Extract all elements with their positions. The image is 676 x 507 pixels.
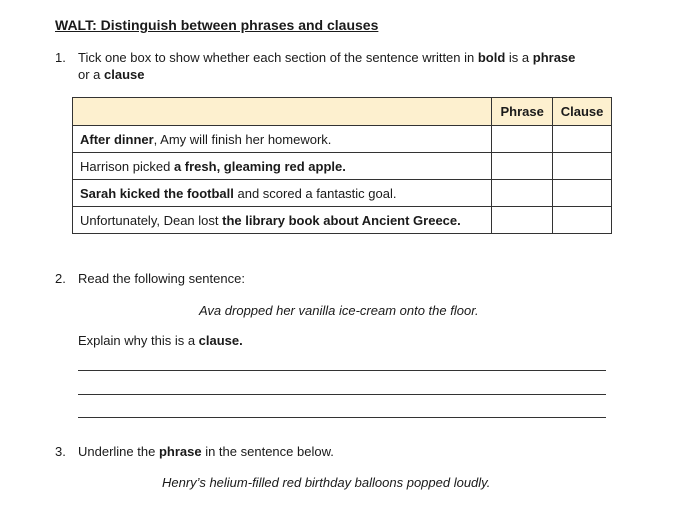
header-clause: Clause [553, 98, 612, 126]
underline-sentence[interactable]: Henry’s helium-filled red birthday balloons popped loudly. [162, 475, 491, 490]
phrase-tick-box[interactable] [492, 207, 553, 234]
clause-tick-box[interactable] [553, 207, 612, 234]
bold-text: a fresh, gleaming red apple. [173, 158, 346, 174]
sentence-cell [73, 207, 492, 234]
header-phrase: Phrase [492, 98, 553, 126]
clause-tick-box[interactable] [553, 180, 612, 207]
table-row [73, 180, 612, 207]
text: Explain why this is a [78, 333, 199, 348]
table-row [73, 153, 612, 180]
question-3-text [78, 444, 334, 459]
sentence-cell [73, 126, 492, 153]
bold-text: clause. [198, 333, 243, 348]
question-1-text [78, 49, 638, 83]
text: is a [505, 50, 533, 65]
text: or a [78, 67, 105, 82]
clause-tick-box[interactable] [553, 126, 612, 153]
answer-line[interactable] [78, 417, 606, 418]
bold-text: After dinner [80, 131, 154, 147]
question-number: 1. [55, 50, 66, 65]
clause-tick-box[interactable] [553, 153, 612, 180]
bold-text: clause [104, 67, 145, 82]
question-number: 2. [55, 271, 66, 286]
sentence-cell [73, 153, 492, 180]
bold-text: phrase [532, 50, 576, 65]
header-sentence [73, 98, 492, 126]
sentence-cell [73, 180, 492, 207]
bold-text: the library book about Ancient Greece. [222, 212, 461, 228]
explain-prompt [78, 333, 243, 348]
answer-line[interactable] [78, 394, 606, 395]
phrase-clause-table [72, 97, 612, 234]
table-header-row [73, 98, 612, 126]
text: Underline the [78, 444, 159, 459]
phrase-tick-box[interactable] [492, 180, 553, 207]
table-row [73, 207, 612, 234]
text: Harrison picked [80, 158, 174, 174]
text: Tick one box to show whether each section of the sentence written in [78, 50, 478, 65]
phrase-tick-box[interactable] [492, 153, 553, 180]
phrase-tick-box[interactable] [492, 126, 553, 153]
text: in the sentence below. [201, 444, 334, 459]
page-title: WALT: Distinguish between phrases and clauses [55, 17, 379, 33]
answer-line[interactable] [78, 370, 606, 371]
text: , Amy will finish her homework. [153, 131, 332, 147]
question-2-text: Read the following sentence: [78, 271, 245, 286]
table-row [73, 126, 612, 153]
text: and scored a fantastic goal. [233, 185, 397, 201]
example-sentence: Ava dropped her vanilla ice-cream onto the floor. [199, 303, 479, 318]
text: Unfortunately, Dean lost [80, 212, 223, 228]
bold-text: phrase [158, 444, 202, 459]
question-number: 3. [55, 444, 66, 459]
bold-text: Sarah kicked the football [80, 185, 234, 201]
bold-text: bold [477, 50, 506, 65]
